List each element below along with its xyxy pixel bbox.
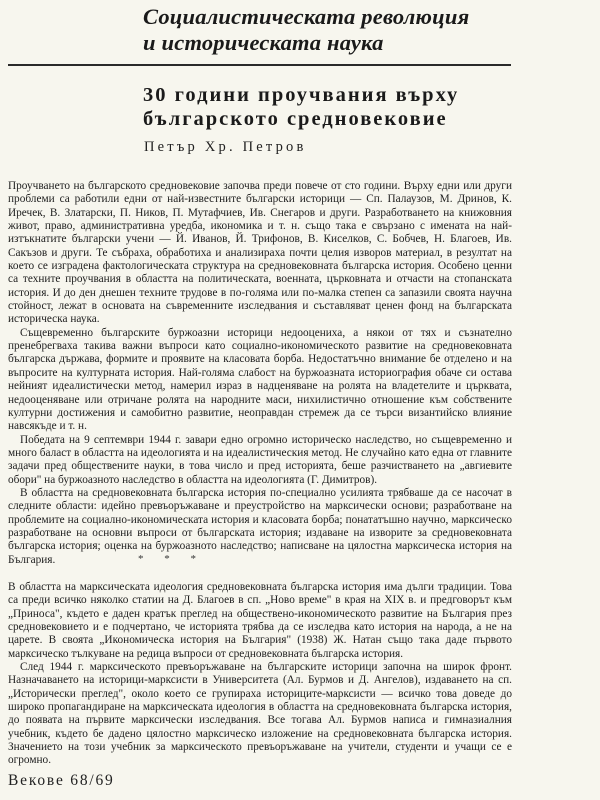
body-text-section-2 bbox=[8, 581, 512, 768]
journal-footer: Векове 68/69 bbox=[8, 772, 115, 789]
horizontal-rule bbox=[8, 64, 511, 66]
article-title-line-2: българското средновековие bbox=[143, 108, 448, 130]
paragraph: В областта на марксическата идеология средновековната българска история има дълги традиции. Това са преди всичко няколко статии на Д. Благоев в сп. „Ново време" в края на XIX в. и предговорът към „Приноса", където е даден кратък преглед на обществено-икономическото развитие на България през средновековието и е подчертано, че историята трябва да се изследва като история на народа, а не на царете. В своята „Икономическа история на България" (1938) Ж. Натан също така даде първото марксическо тълкуване на редица въпроси от средновековната българска история. bbox=[8, 581, 512, 660]
article-title-line-1: 30 години проучвания върху bbox=[143, 84, 460, 106]
section-title-line-2: и историческата наука bbox=[143, 30, 384, 55]
body-text-section-1 bbox=[8, 180, 512, 567]
paragraph: В областта на средновековната българска история по-специално усилията трябваше да се насочат в следните области: идейно превъоръжаване и преустройство на марксически основи; разработване на проблемите на социално-икономическата история и класовата борба; понататъшно научно, марксическо разработване на основни въпроси от българската история; издаване на изворите за средновековната българска история; оценка на буржоазното наследство; написване на цялостна марксическа история на България. bbox=[8, 486, 512, 566]
article-title bbox=[143, 83, 459, 131]
paragraph: След 1944 г. марксическото превъоръжаване на българските историци започна на широк фронт. Назначаването на историци-марксисти в Университета (Ал. Бурмов и Д. Ангелов), издаването на сп. „Исторически преглед", около което се групираха историците-марксисти — всичко това доведе до широко пропагандиране на марксическата идеология в областта на средновековната българска история, до появата на първите марксически изследвания. Все тогава Ал. Бурмов написа и гимназиалния учебник, където бе дадено цялостно марксическо изложение на средновековната българска история. Значението на този учебник за марксическото превъоръжаване на учители, студенти и учащи се е огромно. bbox=[8, 661, 512, 767]
author-name: Петър Хр. Петров bbox=[144, 139, 307, 155]
paragraph: Проучването на българското средновековие започва преди повече от сто години. Върху едни или други проблеми са работили едни от най-известните български историци — Сп. Палаузов, М. Дринов, К. Иречек, В. Златарски, П. Ников, П. Мутафчиев, Ив. Снегаров и други. Разработването на книжовния живот, право, административна уредба, икономика и т. н. също така е свързано с имената на най-изтъкнатите български учени — Й. Иванов, Й. Трифонов, В. Киселков, С. Бобчев, Н. Благоев, Ив. Сакъзов и други. Те събраха, обработиха и анализираха почти целия изворов материал, в резултат на което се изградена фактологическата структура на средновековната българска история. Особено ценни са техните проучвания в областта на политическата, военната, църковната и отчасти на стопанската история. И до ден днешен техните трудове в по-голяма или по-малка степен са запазили своята научна стойност, лежат в основата на съвременните изследвания и съставляват ценен фонд на българската историческа наука. bbox=[8, 180, 512, 326]
section-title bbox=[143, 4, 469, 56]
section-title-line-1: Социалистическата революция bbox=[143, 4, 470, 29]
paragraph: Победата на 9 септември 1944 г. завари едно огромно историческо наследство, но същевременно и много баласт в областта на идеологията и на идеалистическия метод. Не случайно като една от главните задачи пред обществените науки, в това число и пред историята, беше разчистването на „авгиевите обори" на буржоазното наследство в областта на идеологията (Г. Димитров). bbox=[8, 433, 512, 486]
section-separator: * * * bbox=[138, 553, 205, 565]
paragraph: Същевременно българските буржоазни историци недооцениха, а някои от тях и съзнателно пренебрегваха такива важни въпроси като социално-икономическото развитие на средновековната българска държава, формите и проявите на класовата борба. Недостатъчно внимание бе отделено и на въпросите на културната история. Най-голяма слабост на буржоазната историография обаче си остава нейният идеалистически метод, намерил израз в надценяване на ролята на владетелите и църквата, недооценяване или отричане ролята на народните маси, нихилистично отношение към собствените културни достижения и самобитно развитие, неоправдан стремеж да се търси византийско влияние навсякъде и т. н. bbox=[8, 326, 512, 433]
